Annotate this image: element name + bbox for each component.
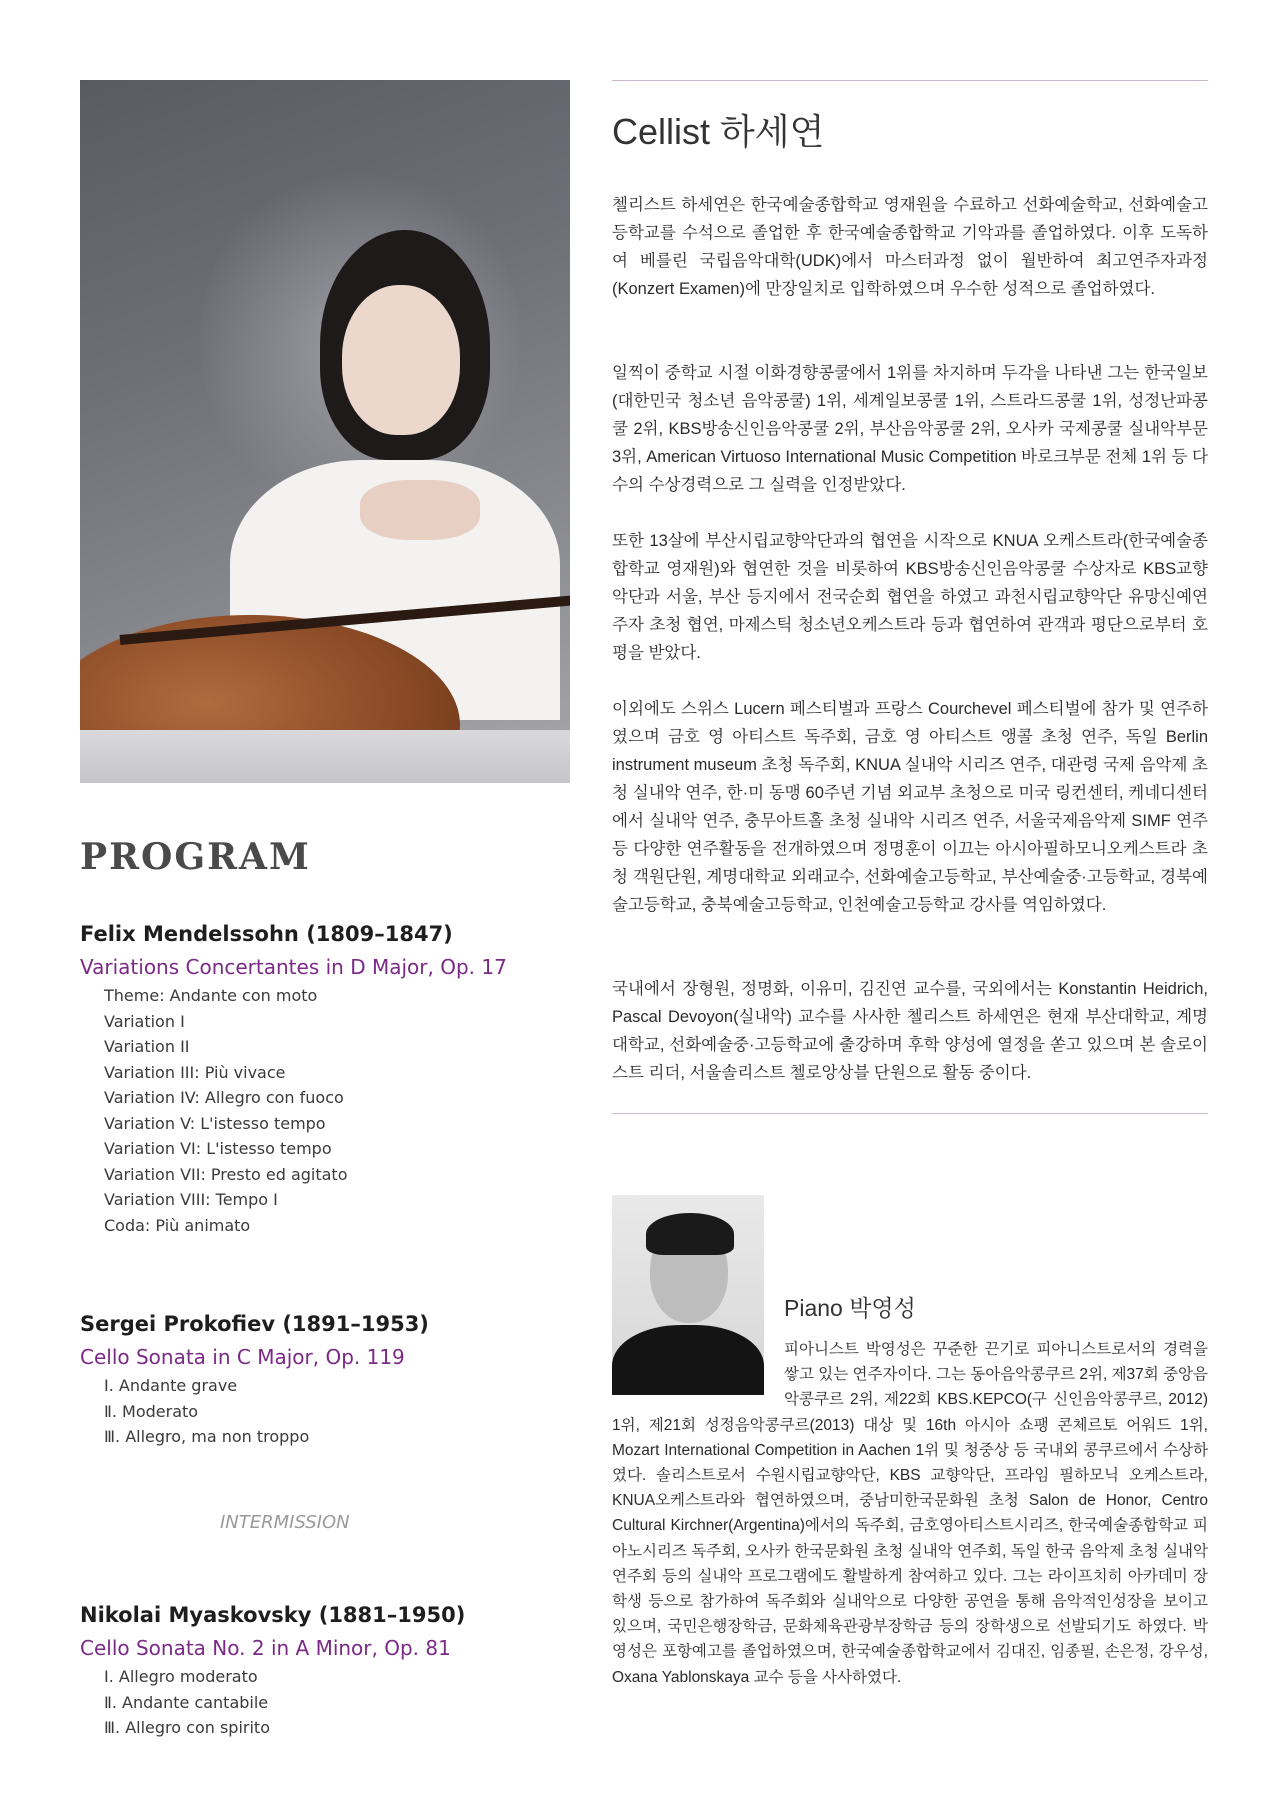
movement: Variation VII: Presto ed agitato xyxy=(104,1164,348,1184)
movement: Ⅲ. Allegro con spirito xyxy=(104,1718,270,1737)
program-heading: PROGRAM xyxy=(80,836,311,878)
movement: Ⅰ. Andante grave xyxy=(104,1376,238,1395)
pianist-bio-text: 피아니스트 박영성은 꾸준한 끈기로 피아니스트로서의 경력을 쌓고 있는 연주자이다. 그는 동아음악콩쿠르 2위, 제37회 중앙음악콩쿠르 2위, 제22회 KBS.KEPCO(구 신인음악콩쿠르, 2012) 1위, 제21회 성정음악콩쿠르(2013) 대상 및 16th 아시아 쇼팽 콘체르토 어워드 1위, Mozart International Competition in Aachen 1위 및 청중상 등 국내외 콩쿠르에서 수상하였다. 솔리스트로서 수원시립교향악단, KBS 교향악단, 프라임 필하모닉 오케스트라, KNUA오케스트라와 협연하였으며, 중남미한국문화원 초청 Salon de Honor, Centro Cultural Kirchner(Argentina)에서의 독주회, 금호영아티스트시리즈, 한국예술종합학교 피아노시리즈 독주회, 오사카 한국문화원 초청 실내악 연주회, 독일 한국 음악제 초청 실내악 연주회 등의 실내악 프로그램에도 활발하게 참여하고 있다. 그는 라이프치히 아카데미 장학생 등으로 참가하여 독주회와 실내악으로 다양한 공연을 통해 음악적인성장을 보이고 있으며, 국민은행장학금, 문화체육관광부장학금 등의 장학생으로 선발되기도 하였다. 박영성은 포항예고를 졸업하였으며, 한국예술종합학교에서 김대진, 임종필, 손은정, 강우성, Oxana Yablonskaya 교수 등을 사사하였다. xyxy=(612,1341,1208,1686)
intermission-label: INTERMISSION xyxy=(220,1512,350,1533)
cellist-title: Cellist 하세연 xyxy=(612,111,825,152)
work-title: Variations Concertantes in D Major, Op. 17 xyxy=(80,955,507,979)
movement: Variation V: L'istesso tempo xyxy=(104,1113,326,1133)
pianist-title: Piano 박영성 xyxy=(784,1295,916,1321)
work-title: Cello Sonata No. 2 in A Minor, Op. 81 xyxy=(80,1636,451,1660)
movement: Variation VIII: Tempo I xyxy=(104,1190,278,1209)
movement: Variation VI: L'istesso tempo xyxy=(104,1139,332,1158)
movement: Variation III: Più vivace xyxy=(104,1062,286,1082)
composer-name: Sergei Prokofiev (1891–1953) xyxy=(80,1312,429,1336)
top-divider xyxy=(612,80,1208,81)
movement: Ⅱ. Moderato xyxy=(104,1401,199,1421)
movement: Variation II xyxy=(104,1037,190,1056)
movement: Variation IV: Allegro con fuoco xyxy=(104,1088,344,1107)
movement-list xyxy=(104,1664,270,1741)
movement: Variation I xyxy=(104,1011,185,1031)
composer-name: Nikolai Myaskovsky (1881–1950) xyxy=(80,1603,466,1627)
movement: Coda: Più animato xyxy=(104,1215,251,1235)
movement-list xyxy=(104,1373,309,1450)
pianist-bio xyxy=(612,1337,1208,1690)
cellist-photo xyxy=(80,80,570,783)
cellist-bio-paragraph: 일찍이 중학교 시절 이화경향콩쿨에서 1위를 차지하며 두각을 나타낸 그는 한국일보(대한민국 청소년 음악콩쿨) 1위, 세계일보콩쿨 1위, 스트라드콩쿨 1위, 성정난파콩쿨 2위, KBS방송신인음악콩쿨 2위, 부산음악콩쿨 2위, 오사카 국제콩쿨 실내악부문 3위, American Virtuoso International Music Competition 바로크부문 전체 1위 등 다수의 수상경력으로 그 실력을 인정받았다. xyxy=(612,364,1208,494)
composer-name: Felix Mendelssohn (1809–1847) xyxy=(80,922,453,946)
work-title: Cello Sonata in C Major, Op. 119 xyxy=(80,1345,405,1369)
movement: Ⅰ. Allegro moderato xyxy=(104,1667,258,1686)
movement: Theme: Andante con moto xyxy=(104,986,318,1005)
cellist-bio-paragraph: 국내에서 장형원, 정명화, 이유미, 김진연 교수를, 국외에서는 Konstantin Heidrich, Pascal Devoyon(실내악) 교수를 사사한 첼리스트 하세연은 현재 부산대학교, 계명대학교, 선화예술중·고등학교에 출강하며 후학 양성에 열정을 쏟고 있으며 본 솔로이스트 리더, 서울솔리스트 첼로앙상블 단원으로 활동 중이다. xyxy=(612,980,1208,1082)
movement: Ⅲ. Allegro, ma non troppo xyxy=(104,1427,310,1446)
middle-divider xyxy=(612,1113,1208,1114)
cellist-bio-paragraph: 이외에도 스위스 Lucern 페스티벌과 프랑스 Courchevel 페스티벌에 참가 및 연주하였으며 금호 영 아티스트 독주회, 금호 영 아티스트 앵콜 초청 연주, 독일 Berlin instrument museum 초청 독주회, KNUA 실내악 시리즈 연주, 대관령 국제 음악제 초청 실내악 연주, 한·미 동맹 60주년 기념 외교부 초청으로 미국 링컨센터, 케네디센터에서 실내악 연주, 충무아트홀 초청 실내악 시리즈 연주, 서울국제음악제 SIMF 연주 등 다양한 연주활동을 전개하였으며 정명훈이 이끄는 아시아필하모니오케스트라 초청 객원단원, 계명대학교 외래교수, 선화예술고등학교, 부산예술중·고등학교, 경북예술고등학교, 충북예술고등학교, 인천예술고등학교 강사를 역임하였다. xyxy=(612,700,1208,914)
cellist-bio-paragraph: 첼리스트 하세연은 한국예술종합학교 영재원을 수료하고 선화예술학교, 선화예술고등학교를 수석으로 졸업한 후 한국예술종합학교 기악과를 졸업하였다. 이후 도독하여 베를린 국립음악대학(UDK)에서 마스터과정 없이 월반하여 최고연주자과정(Konzert Examen)에 만장일치로 입학하였으며 우수한 성적으로 졸업하였다. xyxy=(612,196,1208,298)
movement: Ⅱ. Andante cantabile xyxy=(104,1692,269,1712)
movement-list xyxy=(104,983,347,1238)
cellist-bio-paragraph: 또한 13살에 부산시립교향악단과의 협연을 시작으로 KNUA 오케스트라(한국예술종합학교 영재원)와 협연한 것을 비롯하여 KBS방송신인음악콩쿨 수상자로 KBS교향악단과 서울, 부산 등지에서 전국순회 협연을 하였고 과천시립교향악단 유망신예연주자 초청 협연, 마제스틱 청소년오케스트라 등과 협연하여 관객과 평단으로부터 호평을 받았다. xyxy=(612,532,1208,662)
